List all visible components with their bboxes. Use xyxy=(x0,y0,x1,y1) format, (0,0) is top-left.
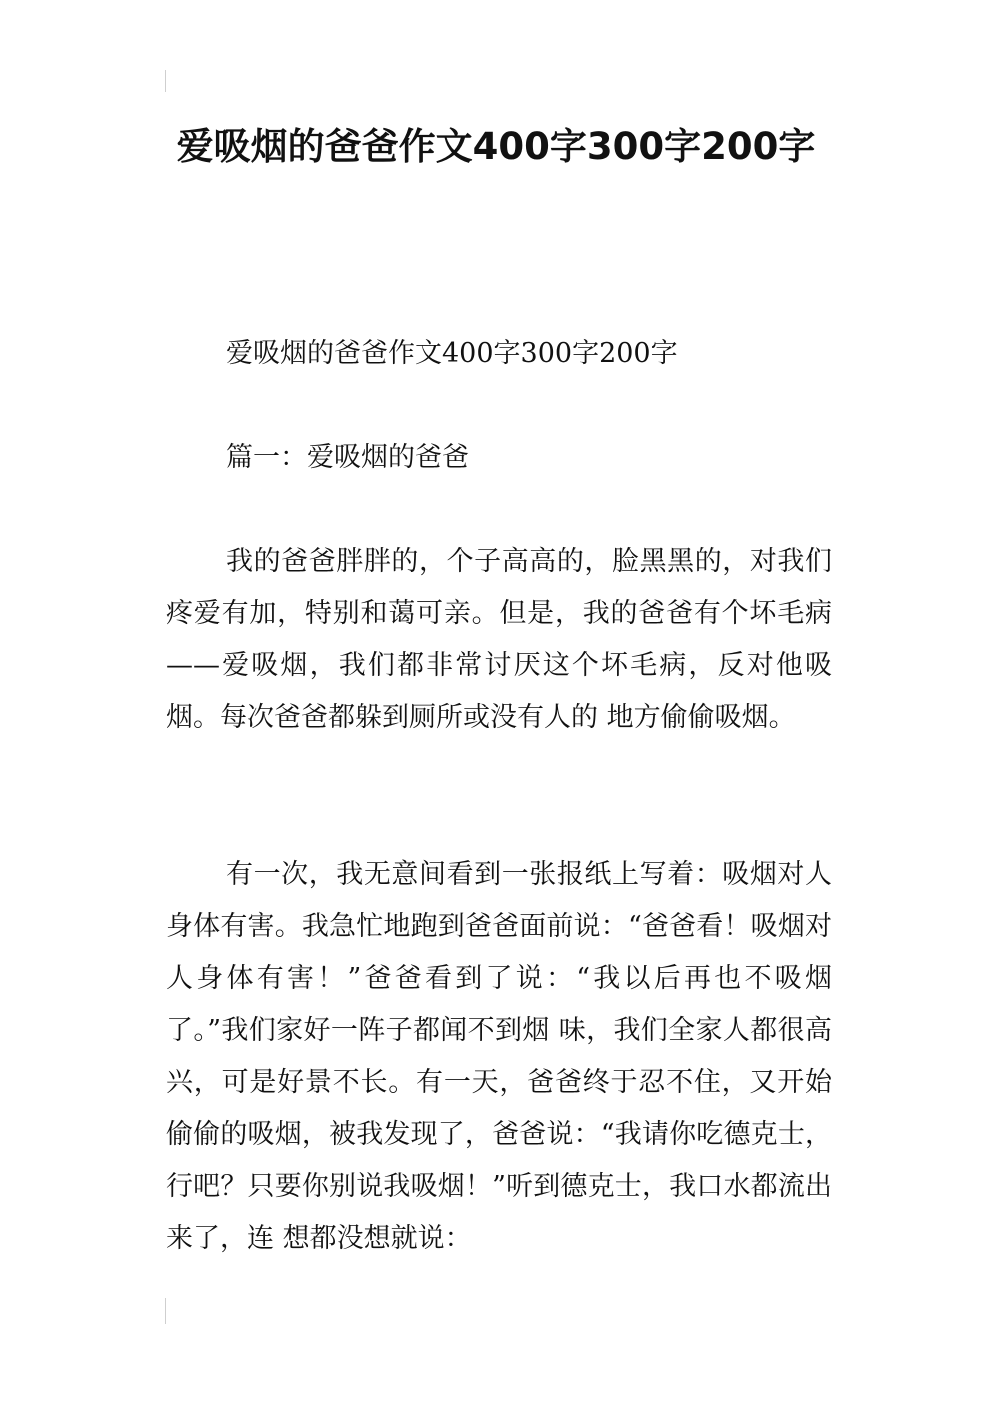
document-subtitle: 爱吸烟的爸爸作文400字300字200字 xyxy=(226,338,678,369)
document-title: 爱吸烟的爸爸作文400字300字200字 xyxy=(176,125,816,168)
page-corner-mark-bottom xyxy=(165,1298,166,1324)
body-paragraph-1: 我的爸爸胖胖的，个子高高的，脸黑黑的，对我们疼爱有加，特别和蔼可亲。但是，我的爸爸有个坏毛病——爱吸烟，我们都非常讨厌这个坏毛病，反对他吸烟。每次爸爸都躲到厕所或没有人的 地方偷偷吸烟。 xyxy=(166,546,832,733)
page-corner-mark-top xyxy=(165,70,166,92)
body-paragraph-2: 有一次，我无意间看到一张报纸上写着：吸烟对人身体有害。我急忙地跑到爸爸面前说：“爸爸看！吸烟对人身体有害！”爸爸看到了说：“我以后再也不吸烟了。”我们家好一阵子都闻不到烟 味，我们全家人都很高兴，可是好景不长。有一天，爸爸终于忍不住，又开始偷偷的吸烟，被我发现了，爸爸说：“我请你吃德克士，行吧？只要你别说我吸烟！”听到德克士，我口水都流出来了，连 想都没想就说： xyxy=(166,859,832,1254)
section-heading: 篇一：爱吸烟的爸爸 xyxy=(226,442,469,473)
